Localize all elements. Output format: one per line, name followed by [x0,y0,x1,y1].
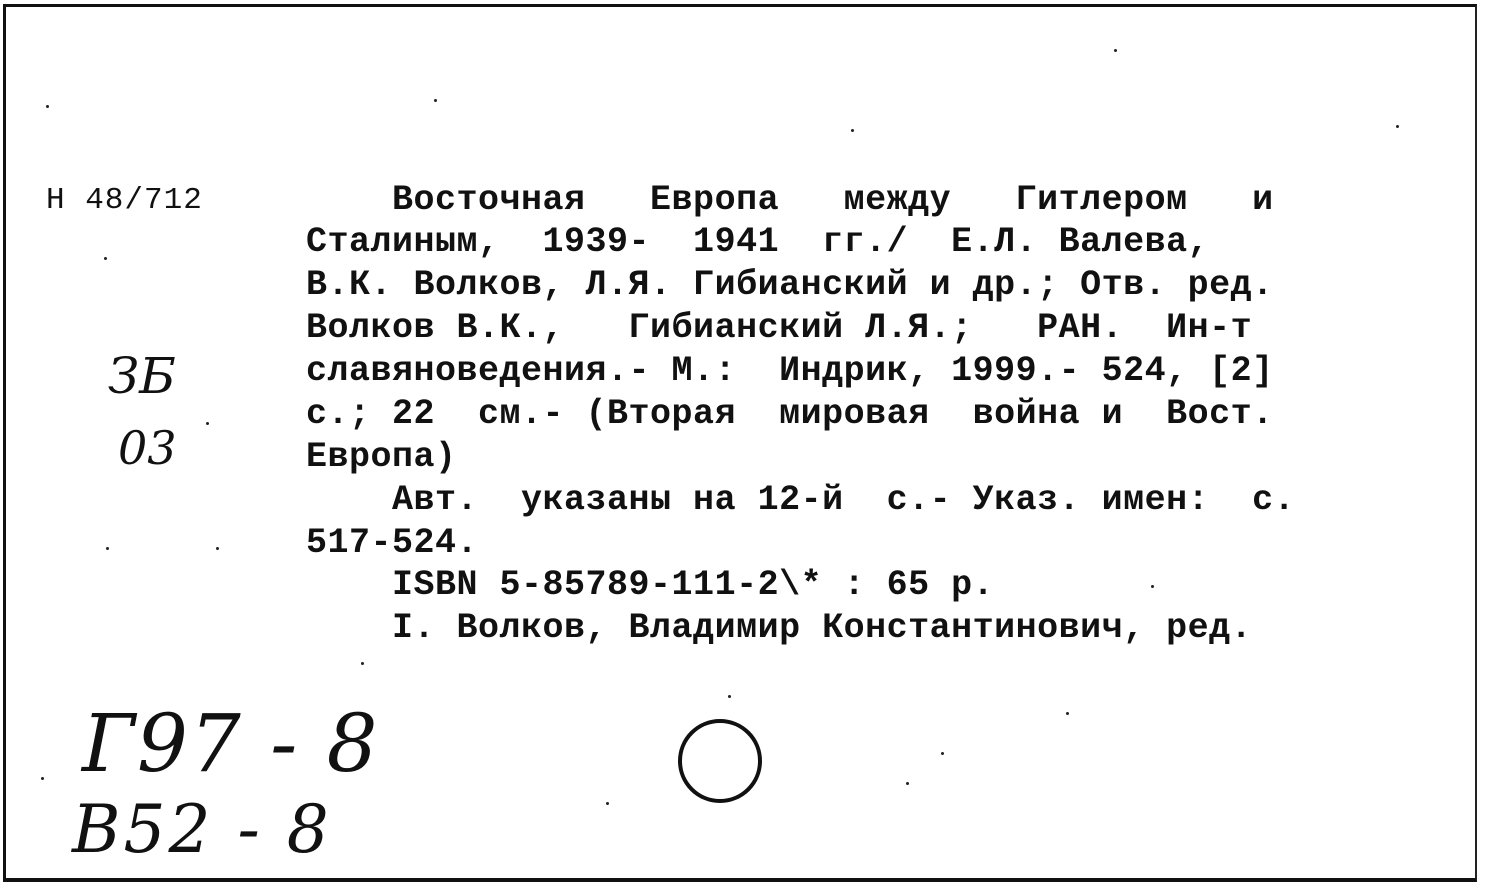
shelfmark: Н 48/712 [46,183,203,218]
catalog-card [3,4,1477,882]
entry-line-9: 517-524. [306,523,479,563]
speck [434,99,437,102]
entry-line-2: Сталиным, 1939- 1941 гг./ Е.Л. Валева, [306,222,1210,262]
speck [1066,712,1069,715]
speck [361,662,364,665]
speck [906,782,909,785]
entry-line-7: Европа) [306,437,457,477]
entry-line-6: с.; 22 см.- (Вторая мировая война и Вост. [306,394,1274,434]
speck [216,547,219,550]
speck [851,129,854,132]
speck [46,105,49,108]
speck [104,257,107,260]
entry-line-4: Волков В.К., Гибианский Л.Я.; РАН. Ин-т [306,308,1253,348]
speck [41,777,44,780]
speck [206,422,209,425]
entry-line-10: ISBN 5-85789-111-2\* : 65 р. [306,565,995,605]
handwritten-mark-top: ЗБ [108,347,176,405]
handwritten-code-2: В52 - 8 [72,791,332,868]
punch-hole [678,719,762,803]
speck [1114,49,1117,52]
entry-line-11: I. Волков, Владимир Константинович, ред. [306,608,1253,648]
entry-line-8: Авт. указаны на 12-й с.- Указ. имен: с. [306,480,1296,520]
speck [606,802,609,805]
speck [728,695,731,698]
entry-line-5: славяноведения.- М.: Индрик, 1999.- 524, [2] [306,351,1274,391]
speck [106,547,109,550]
speck [1151,585,1154,588]
handwritten-code-1: Г97 - 8 [82,697,380,790]
speck [1396,125,1399,128]
handwritten-mark-bottom: 03 [118,421,177,475]
entry-line-3: В.К. Волков, Л.Я. Гибианский и др.; Отв. ред. [306,265,1274,305]
speck [941,752,944,755]
entry-line-1: Восточная Европа между Гитлером и [306,180,1274,220]
